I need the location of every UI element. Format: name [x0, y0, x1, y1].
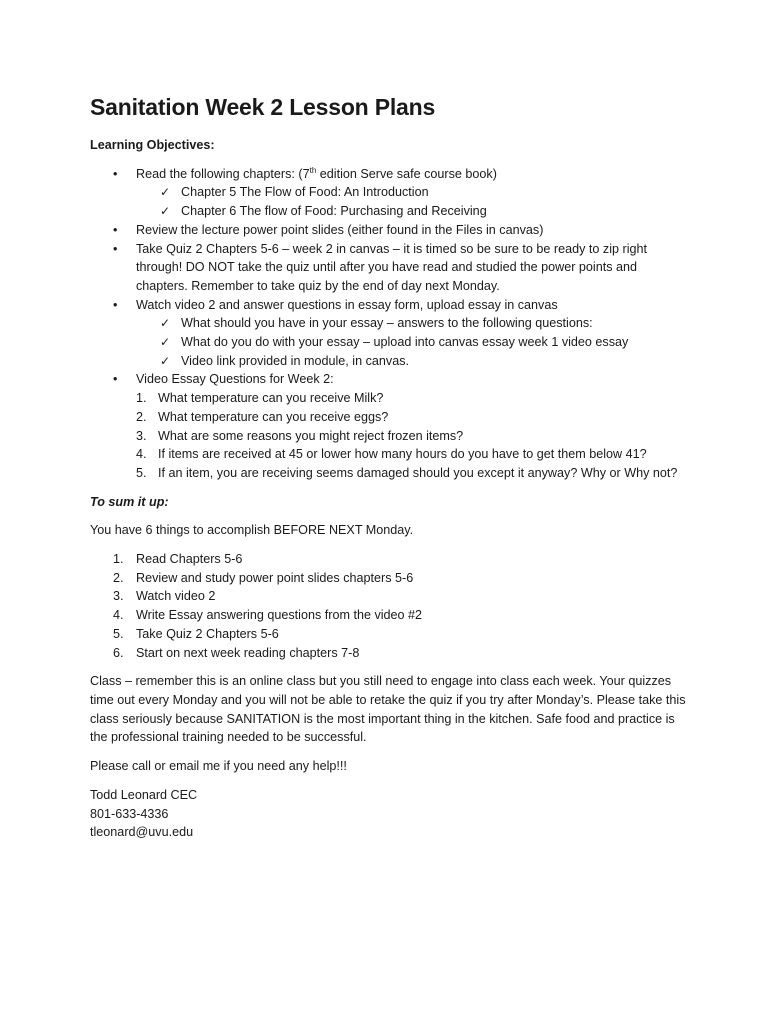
bullet-icon: • [113, 297, 118, 312]
objectives-list [90, 165, 690, 483]
objective-text: Review the lecture power point slides (either found in the Files in canvas) [136, 222, 544, 237]
bullet-icon: • [113, 241, 118, 256]
checkmark-icon: ✓ [160, 316, 171, 331]
document-page [90, 92, 690, 842]
objective-text: Watch video 2 and answer questions in essay form, upload essay in canvas [136, 297, 558, 312]
summary-item: 3. Watch video 2 [113, 589, 216, 604]
checklist-item: ✓ Chapter 5 The Flow of Food: An Introduction [136, 183, 690, 202]
summary-item: 1. Read Chapters 5-6 [113, 552, 243, 567]
closing-paragraph: Class – remember this is an online class but you still need to engage into class each week. Your quizzes time out every Monday and you will not be able to retake the quiz if you try after Monday’s. Please take this class seriously because SANITATION is the most important thing in the kitchen. Safe food and practice is the professional training needed to be successful. [90, 674, 686, 745]
objective-item-essay-questions [90, 370, 690, 482]
objective-text: Video Essay Questions for Week 2: [136, 372, 334, 387]
objective-item-take-quiz [90, 240, 690, 296]
page-title: Sanitation Week 2 Lesson Plans [90, 94, 436, 120]
summary-item: 5. Take Quiz 2 Chapters 5-6 [113, 626, 279, 641]
summary-item: 2. Review and study power point slides chapters 5-6 [113, 570, 414, 585]
checkmark-icon: ✓ [160, 204, 171, 219]
summary-item: 6. Start on next week reading chapters 7-8 [113, 645, 360, 660]
checkmark-icon: ✓ [160, 335, 171, 350]
checklist-item: ✓ Chapter 6 The flow of Food: Purchasing and Receiving [136, 202, 690, 221]
question-item: 3. What are some reasons you might reject frozen items? [136, 428, 464, 443]
objective-text: Take Quiz 2 Chapters 5-6 – week 2 in canvas – it is timed so be sure to be ready to zip right through! DO NOT take the quiz until after you have read and studied the power points and chapters. Remember to take quiz by the end of day next Monday. [136, 241, 648, 293]
signature-block [90, 786, 690, 842]
summary-item: 4. Write Essay answering questions from the video #2 [113, 608, 423, 623]
sum-intro: You have 6 things to accomplish BEFORE NEXT Monday. [90, 523, 414, 538]
checkmark-icon: ✓ [160, 185, 171, 200]
signature-name: Todd Leonard CEC [90, 787, 198, 802]
learning-objectives-heading: Learning Objectives: [90, 138, 215, 152]
chapter-checklist [136, 183, 690, 220]
bullet-icon: • [113, 166, 118, 181]
question-item: 4. If items are received at 45 or lower how many hours do you have to get them below 41? [136, 447, 647, 462]
summary-list [90, 550, 690, 662]
objective-item-review-slides [90, 221, 690, 240]
help-line: Please call or email me if you need any help!!! [90, 759, 347, 774]
checklist-item: ✓ What do you do with your essay – upload into canvas essay week 1 video essay [136, 333, 690, 352]
question-item: 5. If an item, you are receiving seems damaged should you except it anyway? Why or Why not? [136, 465, 678, 480]
sum-it-up-heading: To sum it up: [90, 494, 169, 509]
signature-phone: 801-633-4336 [90, 806, 169, 821]
signature-email: tleonard@uvu.edu [90, 825, 194, 840]
essay-checklist [136, 314, 690, 370]
essay-questions-list [90, 389, 690, 483]
objective-item-watch-video [90, 296, 690, 371]
question-item: 2. What temperature can you receive eggs? [136, 409, 389, 424]
checkmark-icon: ✓ [160, 353, 171, 368]
bullet-icon: • [113, 222, 118, 237]
checklist-item: ✓ What should you have in your essay – answers to the following questions: [136, 314, 690, 333]
objective-item-read-chapters [90, 165, 690, 221]
checklist-item: ✓ Video link provided in module, in canvas. [136, 352, 690, 371]
question-item: 1. What temperature can you receive Milk? [136, 391, 384, 406]
bullet-icon: • [113, 372, 118, 387]
objective-text: Read the following chapters: (7th edition Serve safe course book) [136, 165, 497, 181]
